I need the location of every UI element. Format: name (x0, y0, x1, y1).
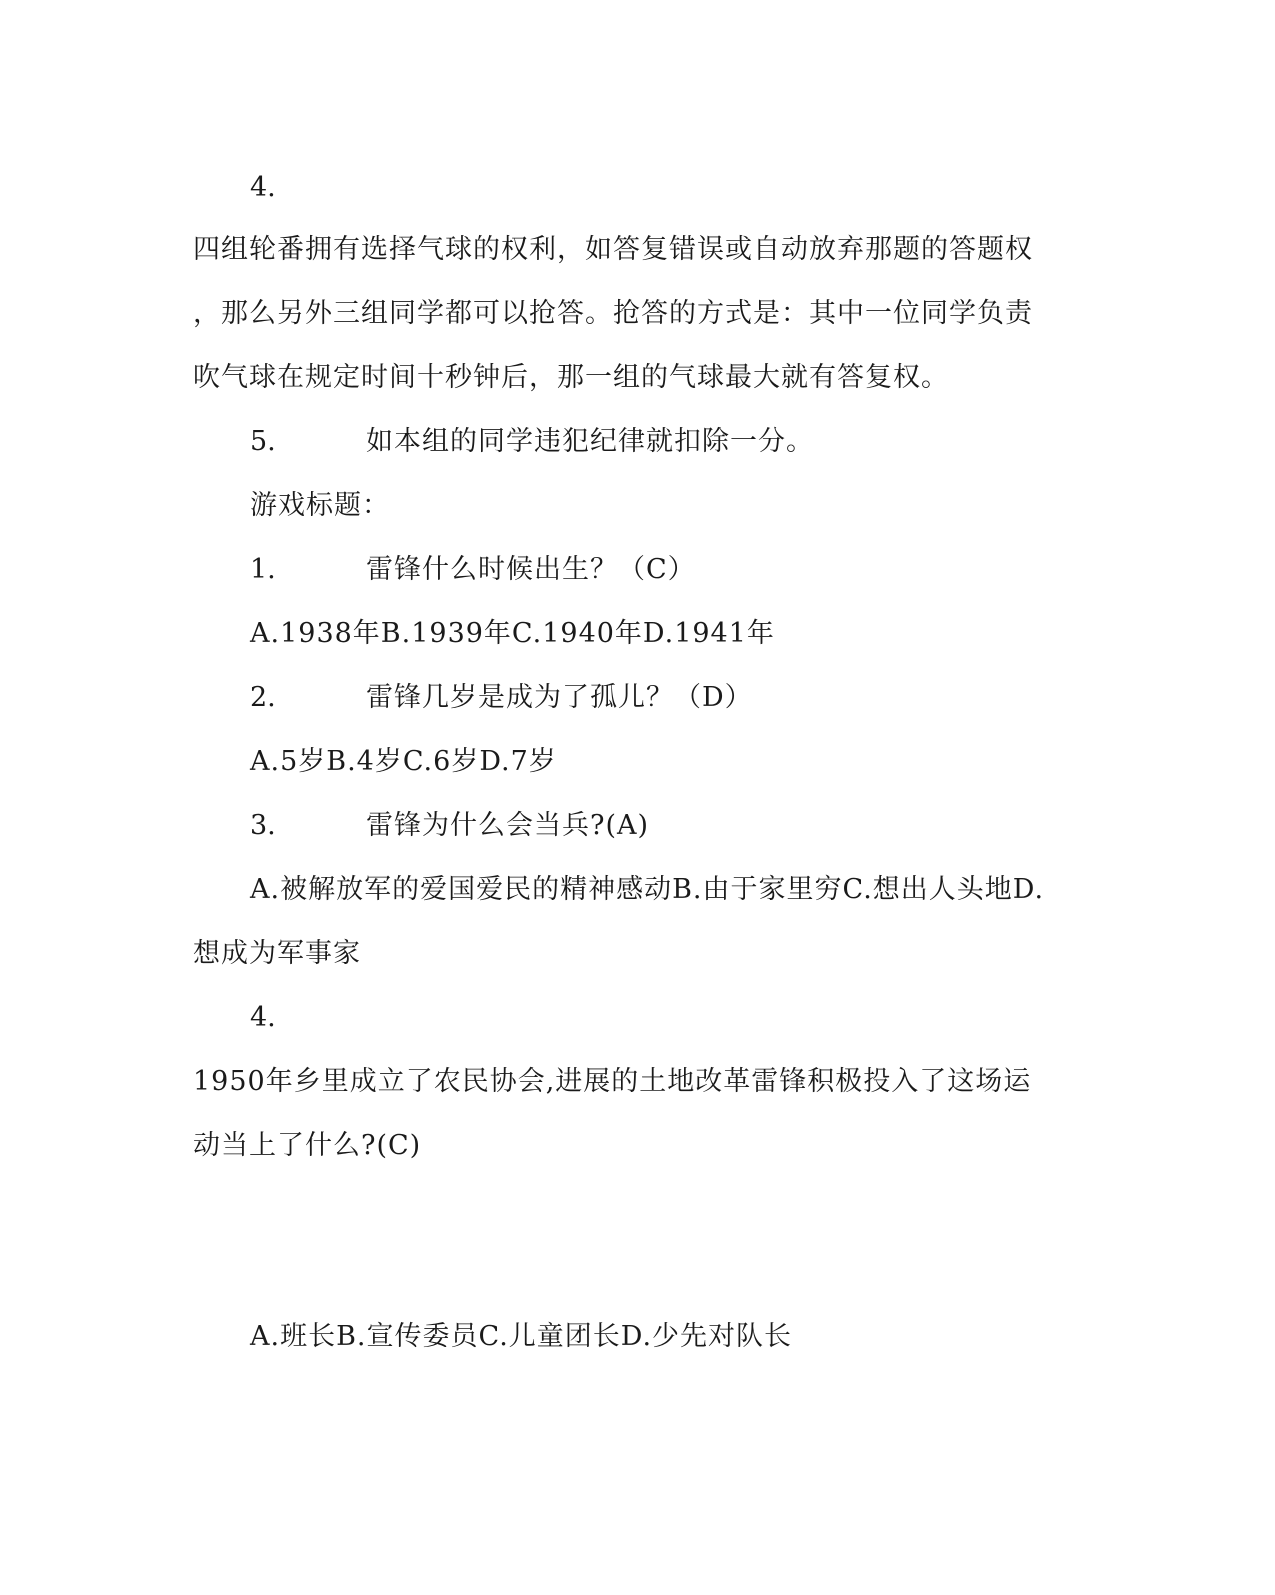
question-2-options: A.5岁B.4岁C.6岁D.7岁 (250, 746, 557, 777)
question-3-options-line-1: A.被解放军的爱国爱民的精神感动B.由于家里穷C.想出人头地D. (250, 874, 1045, 905)
question-3-options-line-2: 想成为军事家 (193, 938, 361, 969)
rule-4-text-line-2: ，那么另外三组同学都可以抢答。抢答的方式是：其中一位同学负责 (193, 298, 1033, 329)
question-2-text: 雷锋几岁是成为了孤儿？（D） (366, 682, 753, 713)
rule-number-5: 5. (250, 426, 276, 457)
question-1-text: 雷锋什么时候出生？（C） (366, 554, 696, 585)
question-3-text: 雷锋为什么会当兵?(A) (366, 810, 650, 841)
rule-number-4: 4. (250, 172, 276, 203)
rule-5-text: 如本组的同学违犯纪律就扣除一分。 (366, 426, 814, 457)
question-number-4: 4. (250, 1002, 276, 1033)
rule-4-text-line-1: 四组轮番拥有选择气球的权利，如答复错误或自动放弃那题的答题权 (193, 234, 1033, 265)
question-number-2: 2. (250, 682, 276, 713)
question-number-3: 3. (250, 810, 276, 841)
question-4-text-line-2: 动当上了什么?(C) (193, 1130, 422, 1161)
question-4-options: A.班长B.宣传委员C.儿童团长D.少先对队长 (250, 1321, 793, 1352)
game-questions-heading: 游戏标题： (250, 490, 390, 521)
rule-4-text-line-3: 吹气球在规定时间十秒钟后，那一组的气球最大就有答复权。 (193, 362, 949, 393)
question-1-options: A.1938年B.1939年C.1940年D.1941年 (250, 618, 775, 649)
question-number-1: 1. (250, 554, 276, 585)
question-4-text-line-1: 1950年乡里成立了农民协会,进展的土地改革雷锋积极投入了这场运 (193, 1066, 1032, 1097)
